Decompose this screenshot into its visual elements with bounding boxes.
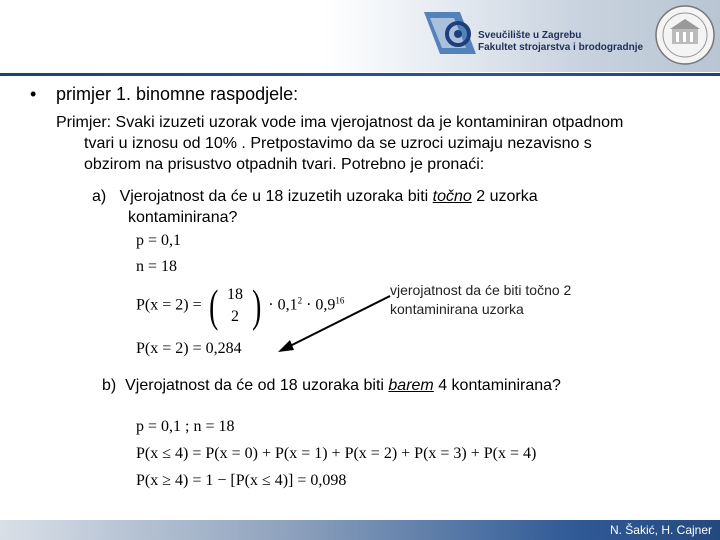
question-b-text-1: Vjerojatnost da će od 18 uzoraka biti: [125, 377, 389, 394]
binomial-coefficient: [221, 284, 249, 328]
question-a-label: a): [92, 188, 107, 205]
faculty-name: [478, 30, 643, 54]
question-b: [102, 377, 561, 395]
param-p: p = 0,1: [136, 232, 182, 249]
question-b-emphasis: barem: [388, 377, 434, 394]
question-b-text-2: 4 kontaminirana?: [433, 377, 561, 394]
university-name: Sveučilište u Zagrebu: [478, 30, 582, 41]
params-b: p = 0,1 ; n = 18: [136, 418, 235, 435]
formula-lhs: P(x = 2) =: [136, 296, 202, 314]
faculty-title: Fakultet strojarstva i brodogradnje: [478, 42, 644, 53]
question-a-text-1: Vjerojatnost da će u 18 izuzetih uzoraka biti: [119, 188, 433, 205]
result-a: P(x = 2) = 0,284: [136, 340, 242, 357]
question-a: [92, 186, 538, 228]
question-a-emphasis: točno: [432, 188, 472, 205]
question-a-text-2: 2 uzorka: [471, 188, 538, 205]
factor-p: · 0,1: [268, 296, 298, 314]
question-a-line-2: kontaminirana?: [128, 209, 238, 226]
slide-title-text: primjer 1. binomne raspodjele:: [56, 84, 299, 104]
equation-b-2: P(x ≥ 4) = 1 − [P(x ≤ 4)] = 0,098: [136, 472, 347, 489]
factor-q: · 0,9: [306, 296, 336, 314]
binom-top: 18: [226, 286, 243, 303]
bullet-icon: •: [30, 84, 37, 104]
equation-b-1: P(x ≤ 4) = P(x = 0) + P(x = 1) + P(x = 2) + P(x = 3) + P(x = 4): [136, 445, 537, 462]
intro-line-1: Primjer: Svaki izuzeti uzorak vode ima vjerojatnost da je kontaminiran otpadnom: [56, 114, 624, 131]
question-b-label: b): [102, 377, 117, 394]
intro-line-2: tvari u iznosu od 10% . Pretpostavimo da se uzroci uzimaju nezavisno s: [84, 135, 592, 152]
intro-line-3: obzirom na prisustvo otpadnih tvari. Potrebno je pronaći:: [84, 156, 485, 173]
exp-q: 16: [335, 295, 345, 306]
university-seal-icon: [654, 4, 716, 66]
intro-text: [56, 112, 706, 175]
header-divider: [0, 73, 720, 76]
authors: N. Šakić, H. Cajner: [609, 523, 712, 537]
exp-p: 2: [297, 295, 303, 306]
slide-title: [30, 84, 298, 105]
binomial-formula: P(x = 2) = ( 18 2 ) · $0,1^2 \cdot 0,9^{16}$: [136, 280, 345, 331]
param-n: n = 18: [136, 258, 178, 275]
arrow-icon: [270, 290, 400, 360]
binom-bottom: 2: [230, 308, 239, 325]
annotation-note: vjerojatnost da će biti točno 2 kontaminirana uzorka: [390, 282, 572, 317]
faculty-logo-icon: [420, 8, 480, 58]
